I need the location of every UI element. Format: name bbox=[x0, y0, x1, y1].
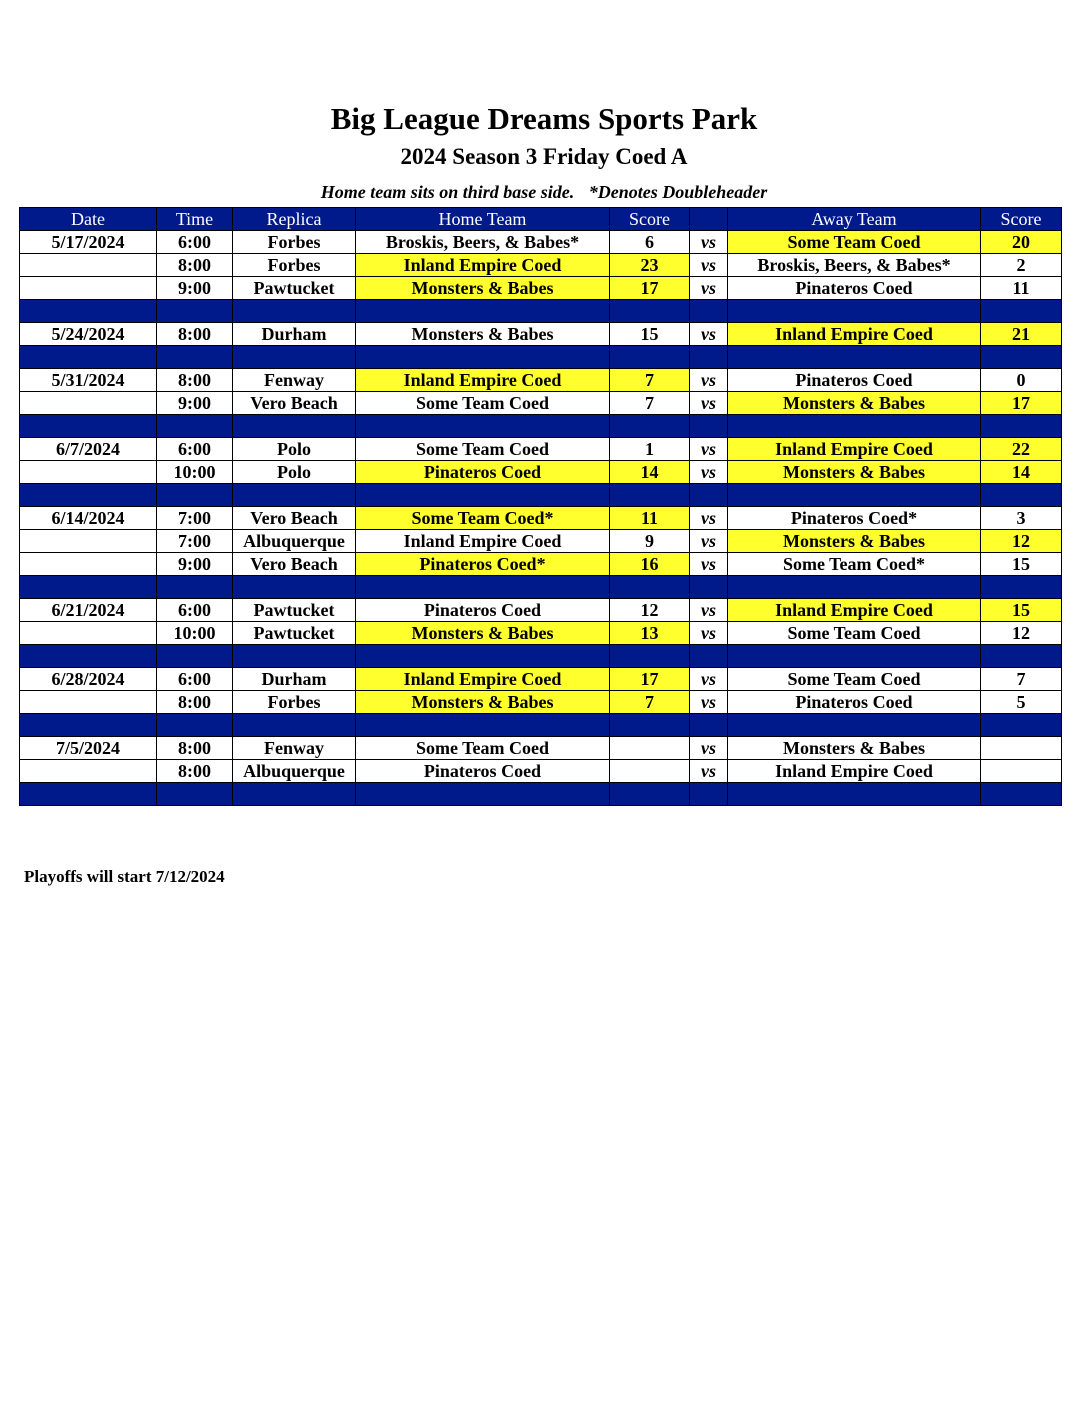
col-home-score: Score bbox=[610, 208, 690, 231]
replica-cell: Polo bbox=[233, 461, 356, 484]
away-team-cell: Pinateros Coed bbox=[728, 369, 981, 392]
home-team-cell: Broskis, Beers, & Babes* bbox=[356, 231, 610, 254]
replica-cell: Polo bbox=[233, 438, 356, 461]
time-cell: 8:00 bbox=[157, 369, 233, 392]
away-score-cell: 15 bbox=[981, 599, 1062, 622]
separator-cell bbox=[981, 415, 1062, 438]
table-row bbox=[20, 392, 1062, 415]
separator-cell bbox=[157, 645, 233, 668]
away-score-cell: 17 bbox=[981, 392, 1062, 415]
home-team-cell: Pinateros Coed bbox=[356, 599, 610, 622]
separator-cell bbox=[728, 300, 981, 323]
away-score-cell: 22 bbox=[981, 438, 1062, 461]
home-score-cell: 16 bbox=[610, 553, 690, 576]
separator-cell bbox=[20, 714, 157, 737]
away-team-cell: Inland Empire Coed bbox=[728, 760, 981, 783]
separator-cell bbox=[981, 576, 1062, 599]
separator-cell bbox=[610, 576, 690, 599]
date-cell: 6/14/2024 bbox=[20, 507, 157, 530]
time-cell: 8:00 bbox=[157, 254, 233, 277]
separator-cell bbox=[233, 415, 356, 438]
separator-cell bbox=[356, 300, 610, 323]
away-score-cell: 0 bbox=[981, 369, 1062, 392]
date-cell bbox=[20, 530, 157, 553]
away-score-cell: 15 bbox=[981, 553, 1062, 576]
separator-cell bbox=[728, 645, 981, 668]
home-team-cell: Pinateros Coed* bbox=[356, 553, 610, 576]
separator-cell bbox=[981, 783, 1062, 806]
separator-cell bbox=[690, 484, 728, 507]
separator-cell bbox=[981, 346, 1062, 369]
schedule-body bbox=[20, 231, 1062, 806]
separator-row bbox=[20, 783, 1062, 806]
col-replica: Replica bbox=[233, 208, 356, 231]
separator-row bbox=[20, 714, 1062, 737]
away-team-cell: Some Team Coed* bbox=[728, 553, 981, 576]
home-team-cell: Inland Empire Coed bbox=[356, 668, 610, 691]
date-cell: 7/5/2024 bbox=[20, 737, 157, 760]
separator-row bbox=[20, 576, 1062, 599]
separator-cell bbox=[233, 783, 356, 806]
time-cell: 9:00 bbox=[157, 392, 233, 415]
doubleheader-note: *Denotes Doubleheader bbox=[588, 182, 768, 202]
away-score-cell: 5 bbox=[981, 691, 1062, 714]
time-cell: 9:00 bbox=[157, 277, 233, 300]
away-score-cell: 21 bbox=[981, 323, 1062, 346]
time-cell: 8:00 bbox=[157, 323, 233, 346]
date-cell bbox=[20, 622, 157, 645]
home-score-cell: 1 bbox=[610, 438, 690, 461]
separator-cell bbox=[356, 714, 610, 737]
vs-cell: vs bbox=[690, 254, 728, 277]
separator-cell bbox=[157, 714, 233, 737]
separator-cell bbox=[356, 484, 610, 507]
home-team-cell: Inland Empire Coed bbox=[356, 530, 610, 553]
table-row bbox=[20, 254, 1062, 277]
date-cell bbox=[20, 254, 157, 277]
separator-cell bbox=[610, 645, 690, 668]
table-row bbox=[20, 737, 1062, 760]
separator-cell bbox=[157, 346, 233, 369]
table-row bbox=[20, 530, 1062, 553]
separator-cell bbox=[728, 783, 981, 806]
table-row bbox=[20, 231, 1062, 254]
separator-cell bbox=[610, 484, 690, 507]
separator-cell bbox=[690, 645, 728, 668]
vs-cell: vs bbox=[690, 737, 728, 760]
away-team-cell: Pinateros Coed* bbox=[728, 507, 981, 530]
away-team-cell: Monsters & Babes bbox=[728, 737, 981, 760]
vs-cell: vs bbox=[690, 530, 728, 553]
time-cell: 6:00 bbox=[157, 599, 233, 622]
date-cell: 6/7/2024 bbox=[20, 438, 157, 461]
away-score-cell: 3 bbox=[981, 507, 1062, 530]
separator-row bbox=[20, 346, 1062, 369]
replica-cell: Vero Beach bbox=[233, 553, 356, 576]
separator-cell bbox=[356, 645, 610, 668]
away-score-cell bbox=[981, 737, 1062, 760]
separator-cell bbox=[690, 346, 728, 369]
time-cell: 10:00 bbox=[157, 461, 233, 484]
separator-cell bbox=[20, 415, 157, 438]
time-cell: 6:00 bbox=[157, 668, 233, 691]
time-cell: 7:00 bbox=[157, 530, 233, 553]
date-cell bbox=[20, 553, 157, 576]
replica-cell: Fenway bbox=[233, 737, 356, 760]
table-row bbox=[20, 323, 1062, 346]
replica-cell: Forbes bbox=[233, 691, 356, 714]
vs-cell: vs bbox=[690, 691, 728, 714]
time-cell: 7:00 bbox=[157, 507, 233, 530]
time-cell: 8:00 bbox=[157, 691, 233, 714]
separator-cell bbox=[356, 576, 610, 599]
vs-cell: vs bbox=[690, 553, 728, 576]
away-score-cell: 12 bbox=[981, 622, 1062, 645]
separator-cell bbox=[157, 484, 233, 507]
separator-cell bbox=[233, 714, 356, 737]
replica-cell: Albuquerque bbox=[233, 530, 356, 553]
vs-cell: vs bbox=[690, 668, 728, 691]
home-score-cell: 11 bbox=[610, 507, 690, 530]
separator-cell bbox=[610, 714, 690, 737]
separator-cell bbox=[233, 576, 356, 599]
table-row bbox=[20, 599, 1062, 622]
home-team-note: Home team sits on third base side. bbox=[320, 182, 575, 202]
vs-cell: vs bbox=[690, 323, 728, 346]
away-team-cell: Monsters & Babes bbox=[728, 461, 981, 484]
time-cell: 6:00 bbox=[157, 438, 233, 461]
home-team-cell: Monsters & Babes bbox=[356, 691, 610, 714]
separator-cell bbox=[157, 300, 233, 323]
col-time: Time bbox=[157, 208, 233, 231]
away-team-cell: Some Team Coed bbox=[728, 668, 981, 691]
home-team-cell: Some Team Coed* bbox=[356, 507, 610, 530]
separator-cell bbox=[20, 484, 157, 507]
vs-cell: vs bbox=[690, 277, 728, 300]
home-score-cell: 14 bbox=[610, 461, 690, 484]
away-team-cell: Broskis, Beers, & Babes* bbox=[728, 254, 981, 277]
separator-cell bbox=[20, 783, 157, 806]
separator-cell bbox=[610, 783, 690, 806]
away-score-cell bbox=[981, 760, 1062, 783]
date-cell bbox=[20, 691, 157, 714]
separator-cell bbox=[20, 576, 157, 599]
away-score-cell: 20 bbox=[981, 231, 1062, 254]
separator-cell bbox=[728, 484, 981, 507]
replica-cell: Vero Beach bbox=[233, 507, 356, 530]
home-score-cell: 13 bbox=[610, 622, 690, 645]
table-row bbox=[20, 507, 1062, 530]
col-date: Date bbox=[20, 208, 157, 231]
separator-cell bbox=[20, 645, 157, 668]
away-team-cell: Some Team Coed bbox=[728, 622, 981, 645]
date-cell: 5/17/2024 bbox=[20, 231, 157, 254]
vs-cell: vs bbox=[690, 438, 728, 461]
separator-cell bbox=[728, 346, 981, 369]
separator-cell bbox=[20, 300, 157, 323]
col-away-score: Score bbox=[981, 208, 1062, 231]
vs-cell: vs bbox=[690, 507, 728, 530]
table-row bbox=[20, 461, 1062, 484]
away-score-cell: 12 bbox=[981, 530, 1062, 553]
time-cell: 8:00 bbox=[157, 737, 233, 760]
schedule-table bbox=[19, 207, 1062, 806]
replica-cell: Durham bbox=[233, 323, 356, 346]
replica-cell: Forbes bbox=[233, 254, 356, 277]
date-cell bbox=[20, 392, 157, 415]
separator-cell bbox=[690, 714, 728, 737]
col-away-team: Away Team bbox=[728, 208, 981, 231]
home-score-cell: 17 bbox=[610, 277, 690, 300]
table-row bbox=[20, 369, 1062, 392]
schedule-note bbox=[0, 180, 1088, 204]
separator-cell bbox=[157, 415, 233, 438]
home-score-cell: 12 bbox=[610, 599, 690, 622]
separator-cell bbox=[356, 415, 610, 438]
date-cell bbox=[20, 461, 157, 484]
away-team-cell: Some Team Coed bbox=[728, 231, 981, 254]
home-team-cell: Monsters & Babes bbox=[356, 277, 610, 300]
separator-cell bbox=[981, 300, 1062, 323]
home-team-cell: Inland Empire Coed bbox=[356, 254, 610, 277]
time-cell: 6:00 bbox=[157, 231, 233, 254]
replica-cell: Albuquerque bbox=[233, 760, 356, 783]
separator-cell bbox=[728, 714, 981, 737]
replica-cell: Pawtucket bbox=[233, 277, 356, 300]
home-score-cell: 7 bbox=[610, 392, 690, 415]
date-cell: 6/28/2024 bbox=[20, 668, 157, 691]
separator-cell bbox=[690, 415, 728, 438]
away-team-cell: Monsters & Babes bbox=[728, 530, 981, 553]
page-title: Big League Dreams Sports Park bbox=[330, 101, 758, 136]
home-team-cell: Monsters & Babes bbox=[356, 323, 610, 346]
away-team-cell: Inland Empire Coed bbox=[728, 599, 981, 622]
replica-cell: Pawtucket bbox=[233, 599, 356, 622]
home-team-cell: Some Team Coed bbox=[356, 438, 610, 461]
home-score-cell: 9 bbox=[610, 530, 690, 553]
separator-cell bbox=[233, 645, 356, 668]
date-cell bbox=[20, 277, 157, 300]
separator-cell bbox=[20, 346, 157, 369]
replica-cell: Forbes bbox=[233, 231, 356, 254]
separator-cell bbox=[233, 300, 356, 323]
home-team-cell: Some Team Coed bbox=[356, 737, 610, 760]
separator-cell bbox=[610, 415, 690, 438]
home-score-cell bbox=[610, 760, 690, 783]
time-cell: 9:00 bbox=[157, 553, 233, 576]
separator-cell bbox=[690, 300, 728, 323]
separator-cell bbox=[690, 576, 728, 599]
home-score-cell: 17 bbox=[610, 668, 690, 691]
separator-row bbox=[20, 484, 1062, 507]
replica-cell: Pawtucket bbox=[233, 622, 356, 645]
date-cell: 5/24/2024 bbox=[20, 323, 157, 346]
col-vs bbox=[690, 208, 728, 231]
date-cell bbox=[20, 760, 157, 783]
separator-row bbox=[20, 645, 1062, 668]
date-cell: 5/31/2024 bbox=[20, 369, 157, 392]
separator-cell bbox=[728, 576, 981, 599]
home-score-cell: 7 bbox=[610, 369, 690, 392]
home-team-cell: Monsters & Babes bbox=[356, 622, 610, 645]
separator-cell bbox=[981, 484, 1062, 507]
home-score-cell: 6 bbox=[610, 231, 690, 254]
table-header-row bbox=[20, 208, 1062, 231]
away-team-cell: Inland Empire Coed bbox=[728, 323, 981, 346]
table-row bbox=[20, 668, 1062, 691]
separator-row bbox=[20, 300, 1062, 323]
away-team-cell: Monsters & Babes bbox=[728, 392, 981, 415]
replica-cell: Vero Beach bbox=[233, 392, 356, 415]
table-row bbox=[20, 553, 1062, 576]
away-score-cell: 11 bbox=[981, 277, 1062, 300]
table-row bbox=[20, 438, 1062, 461]
separator-cell bbox=[690, 783, 728, 806]
vs-cell: vs bbox=[690, 760, 728, 783]
vs-cell: vs bbox=[690, 392, 728, 415]
vs-cell: vs bbox=[690, 231, 728, 254]
away-score-cell: 14 bbox=[981, 461, 1062, 484]
home-team-cell: Pinateros Coed bbox=[356, 760, 610, 783]
home-score-cell: 7 bbox=[610, 691, 690, 714]
table-row bbox=[20, 277, 1062, 300]
vs-cell: vs bbox=[690, 461, 728, 484]
separator-cell bbox=[610, 300, 690, 323]
away-team-cell: Pinateros Coed bbox=[728, 691, 981, 714]
time-cell: 8:00 bbox=[157, 760, 233, 783]
replica-cell: Fenway bbox=[233, 369, 356, 392]
away-score-cell: 2 bbox=[981, 254, 1062, 277]
playoffs-note: Playoffs will start 7/12/2024 bbox=[24, 867, 225, 886]
separator-cell bbox=[610, 346, 690, 369]
table-row bbox=[20, 760, 1062, 783]
vs-cell: vs bbox=[690, 369, 728, 392]
away-team-cell: Pinateros Coed bbox=[728, 277, 981, 300]
separator-cell bbox=[728, 415, 981, 438]
home-score-cell: 15 bbox=[610, 323, 690, 346]
separator-cell bbox=[981, 645, 1062, 668]
replica-cell: Durham bbox=[233, 668, 356, 691]
home-score-cell bbox=[610, 737, 690, 760]
separator-cell bbox=[157, 576, 233, 599]
home-team-cell: Some Team Coed bbox=[356, 392, 610, 415]
vs-cell: vs bbox=[690, 599, 728, 622]
away-team-cell: Inland Empire Coed bbox=[728, 438, 981, 461]
home-team-cell: Pinateros Coed bbox=[356, 461, 610, 484]
table-row bbox=[20, 691, 1062, 714]
separator-cell bbox=[157, 783, 233, 806]
separator-cell bbox=[233, 346, 356, 369]
date-cell: 6/21/2024 bbox=[20, 599, 157, 622]
separator-cell bbox=[981, 714, 1062, 737]
home-score-cell: 23 bbox=[610, 254, 690, 277]
time-cell: 10:00 bbox=[157, 622, 233, 645]
separator-cell bbox=[356, 346, 610, 369]
away-score-cell: 7 bbox=[981, 668, 1062, 691]
page-subtitle: 2024 Season 3 Friday Coed A bbox=[400, 144, 688, 169]
separator-cell bbox=[233, 484, 356, 507]
col-home-team: Home Team bbox=[356, 208, 610, 231]
separator-cell bbox=[356, 783, 610, 806]
home-team-cell: Inland Empire Coed bbox=[356, 369, 610, 392]
separator-row bbox=[20, 415, 1062, 438]
vs-cell: vs bbox=[690, 622, 728, 645]
table-row bbox=[20, 622, 1062, 645]
